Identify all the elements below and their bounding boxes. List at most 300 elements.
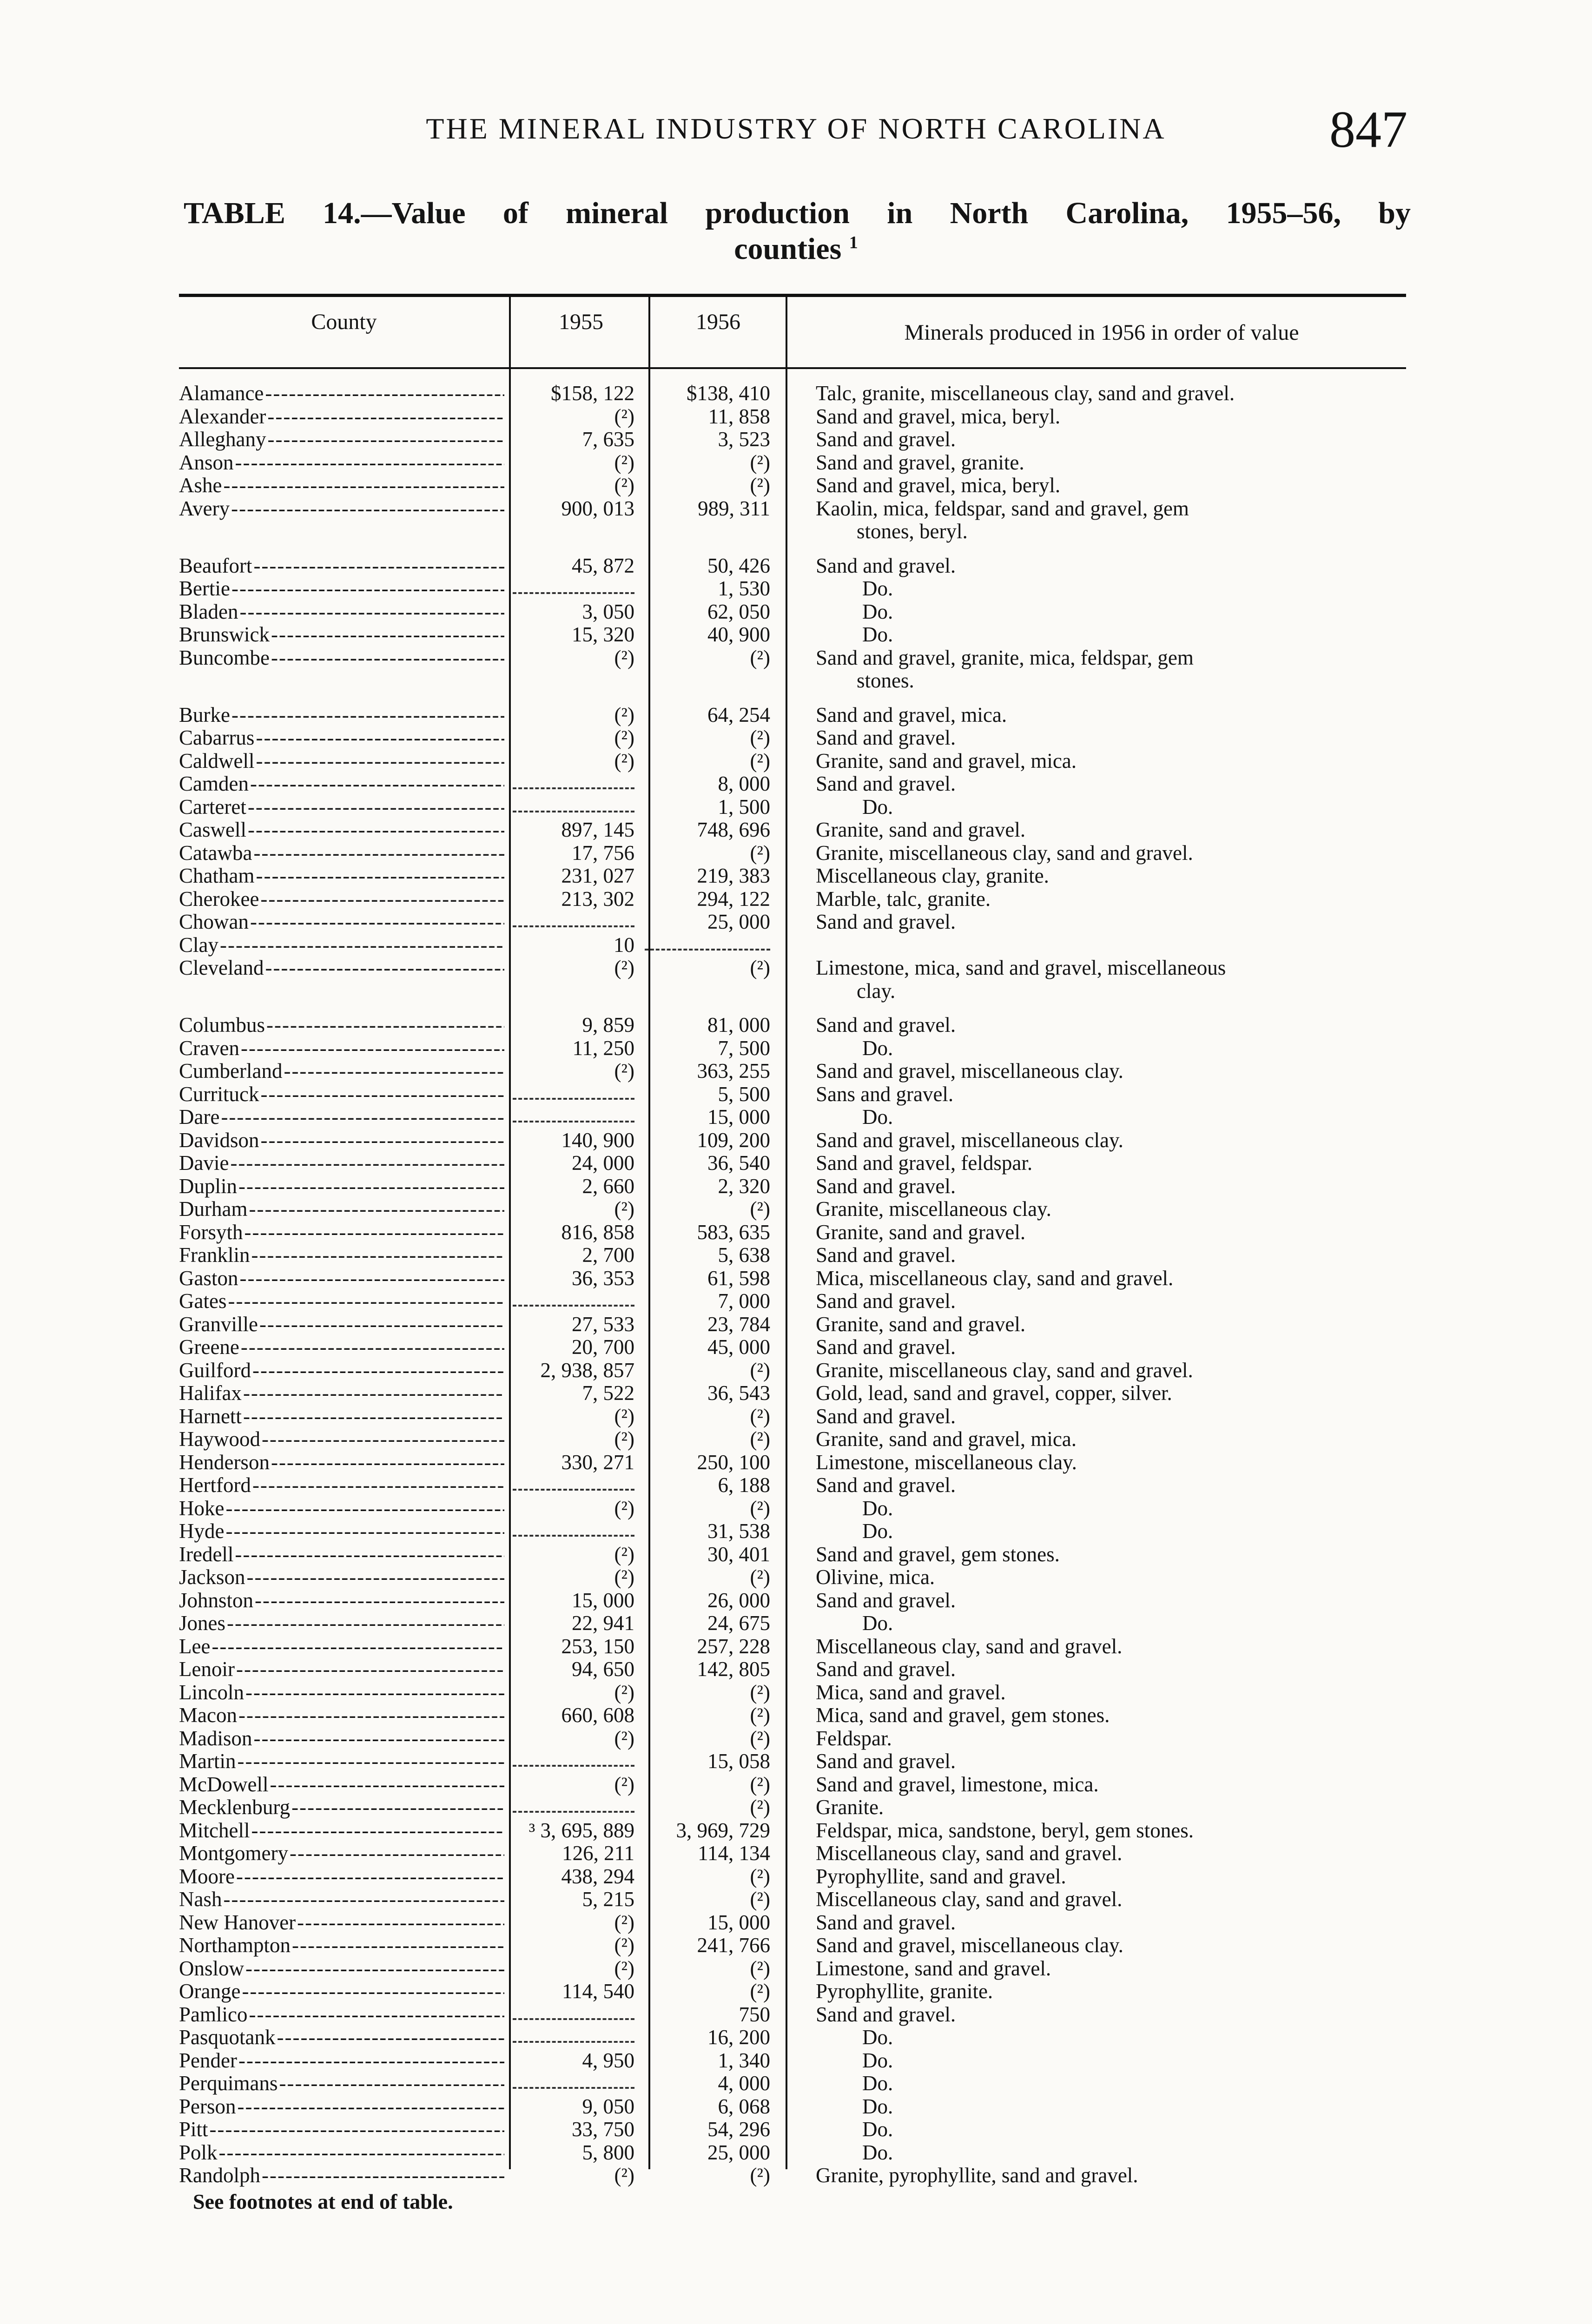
- table-row: [179, 1474, 1411, 1497]
- county-name: Orange -----: [179, 1980, 504, 2003]
- county-name: Granville -----: [179, 1313, 504, 1336]
- minerals-text: Mica, sand and gravel, gem stones.: [816, 1703, 1110, 1727]
- empty-value-dash: [513, 1121, 634, 1123]
- minerals-text: Gold, lead, sand and gravel, copper, silver.: [816, 1381, 1172, 1405]
- table-row: [179, 2026, 1411, 2049]
- minerals-produced: [816, 1014, 1587, 1037]
- value-1955: 7, 635: [582, 428, 634, 451]
- minerals-produced: [816, 1888, 1587, 1911]
- table-row: [179, 1773, 1411, 1796]
- county-name: Gates -----: [179, 1290, 504, 1313]
- value-1956: 294, 122: [697, 887, 770, 911]
- value-1955: (²): [614, 474, 634, 497]
- value-1956: (²): [750, 749, 770, 772]
- minerals-text: Miscellaneous clay, granite.: [816, 864, 1049, 887]
- table-row: [179, 750, 1411, 773]
- minerals-text: Sand and gravel.: [816, 1289, 956, 1313]
- minerals-text: Sans and gravel.: [816, 1082, 954, 1106]
- value-1956: (²): [750, 1358, 770, 1382]
- minerals-produced: [816, 1198, 1587, 1221]
- value-1956: (²): [750, 450, 770, 474]
- table-body: [179, 382, 1411, 2187]
- table-row: [179, 1037, 1411, 1060]
- value-1955: 231, 027: [561, 864, 634, 887]
- minerals-produced: [816, 911, 1587, 934]
- table-row: [179, 1658, 1411, 1681]
- empty-value-dash: [513, 1305, 634, 1307]
- county-name: Buncombe -----: [179, 647, 504, 670]
- county-name: Craven -----: [179, 1037, 504, 1060]
- value-1955: 45, 872: [572, 554, 634, 577]
- value-1956: 1, 340: [718, 2048, 770, 2072]
- value-1956: 31, 538: [707, 1519, 770, 1543]
- empty-value-dash: [513, 1489, 634, 1492]
- table-row: [179, 577, 1411, 601]
- value-1956: (²): [750, 1703, 770, 1727]
- table-row: [179, 1221, 1411, 1244]
- county-name: Columbus -----: [179, 1014, 504, 1037]
- value-1956: 23, 784: [707, 1312, 770, 1336]
- minerals-produced: [816, 428, 1587, 451]
- value-1956: 25, 000: [707, 910, 770, 933]
- value-1956: 45, 000: [707, 1335, 770, 1359]
- minerals-text: Do.: [862, 2048, 893, 2072]
- minerals-produced: [816, 1175, 1587, 1198]
- minerals-produced: [816, 1129, 1587, 1152]
- minerals-text: Sand and gravel.: [816, 772, 956, 795]
- table-row: [179, 1428, 1411, 1451]
- value-1955: (²): [614, 1427, 634, 1451]
- table-row: [179, 2072, 1411, 2095]
- table-row: [179, 957, 1411, 1003]
- table-row: [179, 1198, 1411, 1221]
- minerals-produced: [816, 1106, 1587, 1129]
- table-row: [179, 405, 1411, 429]
- minerals-text: Limestone, sand and gravel.: [816, 1956, 1051, 1980]
- value-1956: (²): [750, 2164, 770, 2187]
- county-name: Moore -----: [179, 1865, 504, 1888]
- value-1956: 3, 523: [718, 428, 770, 451]
- table-row: [179, 2118, 1411, 2141]
- table-row: [179, 1290, 1411, 1313]
- minerals-produced: [816, 1313, 1587, 1336]
- minerals-text: Do.: [862, 1036, 893, 1060]
- minerals-text-continued: stones.: [857, 669, 914, 692]
- table-row: [179, 1520, 1411, 1543]
- value-1955: 9, 050: [582, 2094, 634, 2118]
- minerals-text: Do.: [862, 623, 893, 646]
- minerals-produced: [816, 1152, 1587, 1175]
- value-1955: 4, 950: [582, 2048, 634, 2072]
- minerals-text: Sand and gravel.: [816, 1657, 956, 1681]
- value-1956: 114, 134: [698, 1842, 770, 1865]
- table-row: [179, 934, 1411, 957]
- minerals-text: Sand and gravel, mica, beryl.: [816, 404, 1061, 428]
- value-1955: (²): [614, 703, 634, 726]
- table-row: [179, 1612, 1411, 1635]
- empty-value-dash: [513, 2018, 634, 2021]
- minerals-produced: [816, 1221, 1587, 1244]
- value-1955: (²): [614, 1910, 634, 1934]
- empty-value-dash: [513, 787, 634, 790]
- value-1955: 33, 750: [572, 2118, 634, 2141]
- minerals-produced: [816, 1773, 1587, 1796]
- value-1956: 54, 296: [707, 2118, 770, 2141]
- value-1955: 2, 938, 857: [540, 1358, 634, 1382]
- county-name: Johnston -----: [179, 1589, 504, 1612]
- county-name: Macon -----: [179, 1704, 504, 1727]
- value-1956: 25, 000: [707, 2140, 770, 2164]
- table-row: [179, 2164, 1411, 2187]
- value-1956: 6, 188: [718, 1473, 770, 1497]
- minerals-produced: [816, 1037, 1587, 1060]
- table-caption-line-2: [0, 231, 1592, 267]
- minerals-text: Feldspar.: [816, 1726, 892, 1750]
- footnote-reference: See footnotes at end of table.: [193, 2190, 453, 2213]
- minerals-produced: [816, 1980, 1587, 2003]
- value-1956: $138, 410: [687, 382, 770, 405]
- minerals-produced: [816, 750, 1587, 773]
- county-name: Camden -----: [179, 772, 504, 796]
- county-name: Harnett -----: [179, 1405, 504, 1428]
- table-top-rule: [179, 294, 1406, 297]
- value-1956: (²): [750, 1427, 770, 1451]
- minerals-produced: [816, 957, 1587, 1003]
- table-row: [179, 1106, 1411, 1129]
- value-1955: 660, 608: [561, 1703, 634, 1727]
- empty-value-dash: [513, 811, 634, 813]
- county-name: Martin -----: [179, 1750, 504, 1773]
- minerals-text: Sand and gravel, gem stones.: [816, 1542, 1060, 1566]
- table-row: [179, 2095, 1411, 2119]
- value-1956: 142, 805: [697, 1657, 770, 1681]
- value-1956: (²): [750, 1888, 770, 1911]
- minerals-produced: [816, 1681, 1587, 1704]
- value-1955: 140, 900: [561, 1128, 634, 1152]
- minerals-produced: [816, 2118, 1587, 2141]
- table-row: [179, 1819, 1411, 1842]
- minerals-text: Sand and gravel, granite, mica, feldspar, gem: [816, 646, 1194, 669]
- value-1956: (²): [750, 1772, 770, 1796]
- county-name: Anson -----: [179, 451, 504, 475]
- empty-value-dash: [513, 2041, 634, 2044]
- minerals-text: Do.: [862, 600, 893, 623]
- value-1955: 5, 800: [582, 2140, 634, 2164]
- table-row: [179, 796, 1411, 819]
- table-row: [179, 1589, 1411, 1612]
- minerals-produced: [816, 1911, 1587, 1934]
- minerals-text: Feldspar, mica, sandstone, beryl, gem stones.: [816, 1818, 1194, 1842]
- minerals-produced: [816, 1704, 1587, 1727]
- value-1955: 36, 353: [572, 1266, 634, 1290]
- value-1956: 15, 000: [707, 1910, 770, 1934]
- county-name: Hertford -----: [179, 1474, 504, 1497]
- county-name: Perquimans -----: [179, 2072, 504, 2095]
- minerals-text: Sand and gravel.: [816, 1013, 956, 1037]
- value-1956: (²): [750, 1980, 770, 2003]
- minerals-text: Do.: [862, 795, 893, 819]
- table-row: [179, 1888, 1411, 1911]
- minerals-text: Granite, sand and gravel.: [816, 1312, 1026, 1336]
- table-row: [179, 842, 1411, 865]
- minerals-text: Do.: [862, 2118, 893, 2141]
- table-row: [179, 601, 1411, 624]
- value-1955: 9, 859: [582, 1013, 634, 1037]
- value-1956: (²): [750, 1796, 770, 1819]
- value-1956: 583, 635: [697, 1220, 770, 1244]
- county-name: Jackson -----: [179, 1566, 504, 1589]
- minerals-text: Granite, sand and gravel.: [816, 1220, 1026, 1244]
- value-1955: 7, 522: [582, 1381, 634, 1405]
- value-1956: 4, 000: [718, 2072, 770, 2095]
- minerals-produced: [816, 1497, 1587, 1520]
- value-1956: 363, 255: [697, 1059, 770, 1083]
- caption-footnote-marker: 1: [849, 233, 858, 252]
- caption-line-1: TABLE 14.—Value of mineral production in North Carolina, 1955–56, by: [184, 196, 1411, 230]
- value-1956: 989, 311: [698, 496, 770, 520]
- value-1956: 11, 858: [708, 404, 770, 428]
- minerals-text: Sand and gravel.: [816, 726, 956, 749]
- value-1955: (²): [614, 726, 634, 749]
- table-row: [179, 1359, 1411, 1382]
- minerals-produced: [816, 1957, 1587, 1981]
- county-name: Alleghany -----: [179, 428, 504, 451]
- page-number: 847: [1329, 101, 1407, 158]
- column-header-1955: 1955: [559, 310, 603, 334]
- table-row: [179, 1980, 1411, 2003]
- minerals-text: Pyrophyllite, granite.: [816, 1980, 993, 2003]
- minerals-text: Sand and gravel, miscellaneous clay.: [816, 1059, 1123, 1083]
- value-1956: 26, 000: [707, 1588, 770, 1612]
- minerals-text: Do.: [862, 1496, 893, 1520]
- value-1955: 900, 013: [561, 496, 634, 520]
- minerals-text: Sand and gravel.: [816, 1473, 956, 1497]
- table-row: [179, 1865, 1411, 1888]
- value-1956: (²): [750, 1864, 770, 1888]
- minerals-text: Granite, sand and gravel, mica.: [816, 1427, 1077, 1451]
- value-1956: 15, 058: [707, 1750, 770, 1773]
- minerals-text: Granite, miscellaneous clay, sand and gravel.: [816, 1358, 1193, 1382]
- minerals-text: Sand and gravel, mica.: [816, 703, 1007, 726]
- minerals-text: Sand and gravel.: [816, 554, 956, 577]
- value-1956: 2, 320: [718, 1174, 770, 1198]
- county-name: Clay -----: [179, 934, 504, 957]
- value-1955: 22, 941: [572, 1611, 634, 1635]
- minerals-produced: [816, 1842, 1587, 1865]
- value-1955: 27, 533: [572, 1312, 634, 1336]
- minerals-produced: [816, 842, 1587, 865]
- minerals-text: Sand and gravel.: [816, 1588, 956, 1612]
- minerals-produced: [816, 1336, 1587, 1359]
- table-row: [179, 451, 1411, 475]
- table-row: [179, 555, 1411, 578]
- county-name: Carteret -----: [179, 796, 504, 819]
- county-name: Cleveland -----: [179, 957, 504, 980]
- minerals-produced: [816, 497, 1587, 543]
- county-name: Duplin -----: [179, 1175, 504, 1198]
- empty-value-dash: [645, 949, 770, 951]
- empty-value-dash: [513, 1535, 634, 1538]
- county-name: Mitchell -----: [179, 1819, 504, 1842]
- county-name: Halifax -----: [179, 1382, 504, 1405]
- minerals-produced: [816, 2072, 1587, 2095]
- table-row: [179, 1681, 1411, 1704]
- value-1956: 6, 068: [718, 2094, 770, 2118]
- value-1955: (²): [614, 956, 634, 979]
- table-row: [179, 2141, 1411, 2165]
- table-row: [179, 1152, 1411, 1175]
- value-1955: (²): [614, 1404, 634, 1428]
- county-name: Northampton -----: [179, 1934, 504, 1957]
- county-name: Madison -----: [179, 1727, 504, 1750]
- value-1956: (²): [750, 1496, 770, 1520]
- county-name: Durham -----: [179, 1198, 504, 1221]
- table-row: [179, 1313, 1411, 1336]
- table-row: [179, 623, 1411, 647]
- minerals-produced: [816, 1060, 1587, 1083]
- minerals-text: Sand and gravel.: [816, 2002, 956, 2026]
- minerals-text: Sand and gravel.: [816, 1174, 956, 1198]
- minerals-produced: [816, 1520, 1587, 1543]
- minerals-text: Sand and gravel.: [816, 1335, 956, 1359]
- value-1955: 10: [614, 933, 634, 957]
- table-row: [179, 497, 1411, 543]
- minerals-text: Granite, miscellaneous clay, sand and gravel.: [816, 841, 1193, 865]
- value-1955: (²): [614, 1565, 634, 1589]
- value-1955: 897, 145: [561, 818, 634, 841]
- minerals-text: Granite, pyrophyllite, sand and gravel.: [816, 2164, 1138, 2187]
- minerals-text: Granite.: [816, 1796, 884, 1819]
- table-row: [179, 1497, 1411, 1520]
- minerals-produced: [816, 577, 1587, 601]
- table-row: [179, 1336, 1411, 1359]
- county-name: Pasquotank -----: [179, 2026, 504, 2049]
- value-1956: (²): [750, 1956, 770, 1980]
- value-1955: (²): [614, 450, 634, 474]
- value-1955: $158, 122: [551, 382, 634, 405]
- value-1956: 30, 401: [707, 1542, 770, 1566]
- minerals-text: Sand and gravel, mica, beryl.: [816, 474, 1061, 497]
- minerals-text: Do.: [862, 2026, 893, 2049]
- county-name: Mecklenburg -----: [179, 1796, 504, 1819]
- county-name: Guilford -----: [179, 1359, 504, 1382]
- value-1956: 241, 766: [697, 1934, 770, 1957]
- county-name: Pender -----: [179, 2049, 504, 2073]
- value-1956: 36, 540: [707, 1151, 770, 1175]
- table-row: [179, 819, 1411, 842]
- minerals-text: Sand and gravel, feldspar.: [816, 1151, 1033, 1175]
- value-1955: 17, 756: [572, 841, 634, 865]
- minerals-text: Pyrophyllite, sand and gravel.: [816, 1864, 1066, 1888]
- value-1955: (²): [614, 1197, 634, 1221]
- county-name: Montgomery -----: [179, 1842, 504, 1865]
- value-1955: (²): [614, 1496, 634, 1520]
- table-row: [179, 1543, 1411, 1566]
- minerals-text: Kaolin, mica, feldspar, sand and gravel, gem: [816, 496, 1189, 520]
- county-name: New Hanover -----: [179, 1911, 504, 1934]
- value-1955: (²): [614, 1680, 634, 1704]
- minerals-produced: [816, 1658, 1587, 1681]
- minerals-produced: [816, 726, 1587, 750]
- county-name: Hoke -----: [179, 1497, 504, 1520]
- value-1956: 257, 228: [697, 1634, 770, 1658]
- minerals-text-continued: stones, beryl.: [857, 520, 968, 543]
- column-header-county: County: [311, 310, 377, 334]
- value-1955: 24, 000: [572, 1151, 634, 1175]
- value-1956: 62, 050: [707, 600, 770, 623]
- county-name: Davidson -----: [179, 1129, 504, 1152]
- table-row: [179, 911, 1411, 934]
- table-row: [179, 1704, 1411, 1727]
- value-1955: 438, 294: [561, 1864, 634, 1888]
- table-row: [179, 474, 1411, 497]
- value-1955: 94, 650: [572, 1657, 634, 1681]
- minerals-produced: [816, 772, 1587, 796]
- minerals-produced: [816, 2141, 1587, 2165]
- value-1956: (²): [750, 646, 770, 669]
- minerals-text: Do.: [862, 2094, 893, 2118]
- value-1955: 15, 320: [572, 623, 634, 646]
- minerals-text: Sand and gravel, limestone, mica.: [816, 1772, 1099, 1796]
- table-row: [179, 1911, 1411, 1934]
- table-row: [179, 647, 1411, 693]
- table-row: [179, 772, 1411, 796]
- value-1956: (²): [750, 474, 770, 497]
- value-1955: 20, 700: [572, 1335, 634, 1359]
- minerals-text: Talc, granite, miscellaneous clay, sand and gravel.: [816, 382, 1235, 405]
- table-row: [179, 428, 1411, 451]
- minerals-produced: [816, 1589, 1587, 1612]
- table-row: [179, 2003, 1411, 2027]
- table-row: [179, 865, 1411, 888]
- minerals-produced: [816, 888, 1587, 911]
- value-1956: 1, 500: [718, 795, 770, 819]
- minerals-text: Mica, miscellaneous clay, sand and gravel.: [816, 1266, 1174, 1290]
- minerals-text: Do.: [862, 1105, 893, 1129]
- minerals-produced: [816, 474, 1587, 497]
- minerals-produced: [816, 865, 1587, 888]
- minerals-text: Sand and gravel, granite.: [816, 450, 1024, 474]
- table-row: [179, 1175, 1411, 1198]
- minerals-produced: [816, 796, 1587, 819]
- minerals-produced: [816, 1382, 1587, 1405]
- minerals-produced: [816, 2164, 1587, 2187]
- county-name: Cabarrus -----: [179, 726, 504, 750]
- table-row: [179, 1635, 1411, 1658]
- table-row: [179, 726, 1411, 750]
- minerals-produced: [816, 2026, 1587, 2049]
- minerals-text: Limestone, miscellaneous clay.: [816, 1450, 1077, 1474]
- value-1956: (²): [750, 1197, 770, 1221]
- value-1956: (²): [750, 1726, 770, 1750]
- minerals-text: Miscellaneous clay, sand and gravel.: [816, 1634, 1123, 1658]
- value-1955: 3, 050: [582, 600, 634, 623]
- minerals-text: Granite, sand and gravel.: [816, 818, 1026, 841]
- value-1956: 15, 000: [707, 1105, 770, 1129]
- value-1955: (²): [614, 1059, 634, 1083]
- minerals-produced: [816, 2003, 1587, 2027]
- county-name: Onslow -----: [179, 1957, 504, 1981]
- county-name: Lee -----: [179, 1635, 504, 1658]
- table-row: [179, 1083, 1411, 1106]
- value-1955: (²): [614, 1542, 634, 1566]
- table-row: [179, 1382, 1411, 1405]
- value-1956: 8, 000: [718, 772, 770, 795]
- county-name: Haywood -----: [179, 1428, 504, 1451]
- empty-value-dash: [513, 925, 634, 928]
- county-name: Caldwell -----: [179, 750, 504, 773]
- county-name: Iredell -----: [179, 1543, 504, 1566]
